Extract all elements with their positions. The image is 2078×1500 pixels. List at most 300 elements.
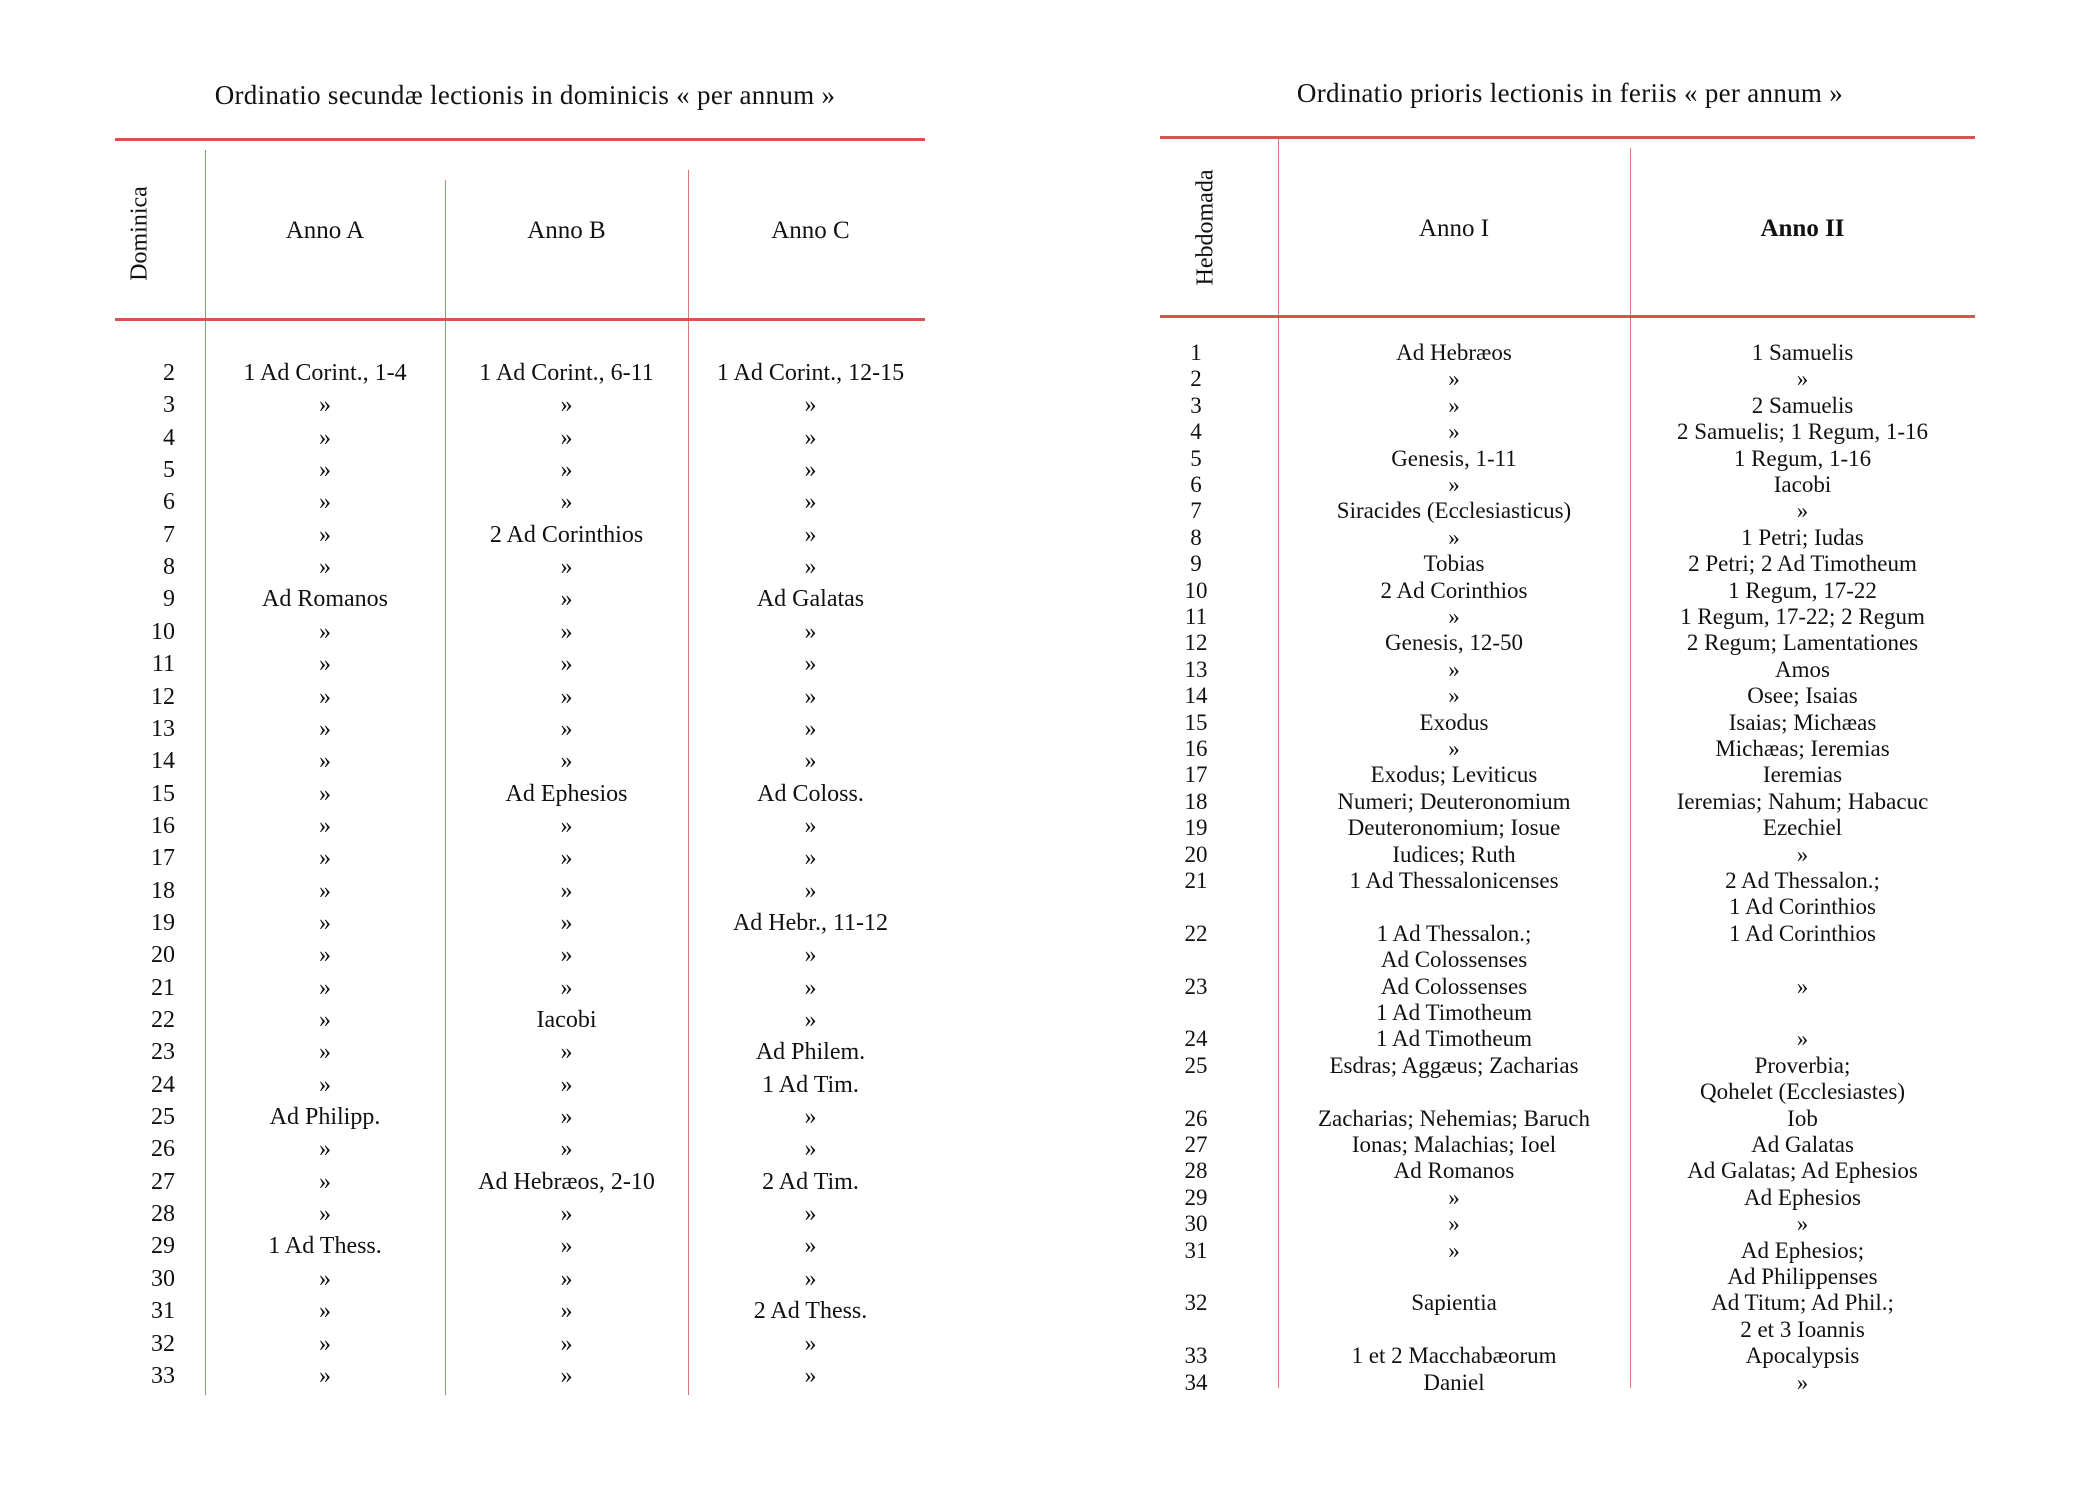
table-row	[115, 357, 935, 389]
anno-b-cell: »	[560, 942, 573, 969]
hebdomada-number: 5	[1190, 445, 1202, 471]
dominica-number: 29	[151, 1233, 175, 1260]
anno-i-cell: Daniel	[1423, 1369, 1485, 1395]
table-row	[1160, 578, 1980, 604]
anno-a-cell: »	[319, 457, 331, 484]
anno-ii-cell: 1 Regum, 1-16	[1733, 445, 1872, 471]
anno-i-cell: »	[1448, 683, 1460, 709]
dominica-number: 18	[151, 877, 175, 904]
table-row	[1160, 868, 1980, 894]
hebdomada-number: 20	[1184, 841, 1208, 867]
table-row	[115, 1166, 935, 1198]
hebdomada-number: 24	[1184, 1026, 1208, 1052]
anno-b-cell: »	[560, 909, 573, 936]
anno-ii-cell: 2 Regum; Lamentationes	[1686, 630, 1919, 656]
anno-a-cell: »	[319, 392, 331, 419]
anno-ii-cell: »	[1796, 498, 1809, 524]
table-row	[115, 1036, 935, 1068]
table-row	[1160, 1000, 1980, 1026]
dominica-number: 21	[151, 974, 175, 1001]
table-row	[1160, 789, 1980, 815]
hebdomada-number: 6	[1190, 472, 1202, 497]
anno-a-cell: »	[319, 748, 331, 775]
anno-i-cell: 1 Ad Thessalonicenses	[1349, 868, 1559, 893]
anno-c-cell: »	[804, 489, 817, 516]
dominica-number: 19	[151, 909, 175, 936]
anno-ii-cell: »	[1796, 1026, 1809, 1052]
table-row	[115, 1198, 935, 1230]
anno-ii-cell: Ezechiel	[1762, 815, 1843, 841]
anno-i-cell: »	[1448, 736, 1460, 761]
dominica-number: 4	[163, 424, 175, 451]
dominica-number: 9	[163, 586, 175, 613]
anno-ii-cell: Osee; Isaias	[1747, 683, 1858, 709]
anno-b-cell: »	[560, 1201, 573, 1228]
anno-a-cell: »	[319, 1362, 331, 1389]
anno-ii-cell: Ad Titum; Ad Phil.;	[1711, 1290, 1894, 1316]
anno-c-cell: »	[804, 618, 817, 645]
table-row	[115, 939, 935, 971]
table-row	[115, 842, 935, 874]
anno-c-cell: »	[804, 1265, 817, 1292]
table-row	[1160, 525, 1980, 551]
hebdomada-number: 27	[1184, 1132, 1208, 1157]
anno-c-cell: »	[804, 683, 817, 710]
anno-i-cell: »	[1448, 392, 1460, 418]
anno-c-cell: Ad Hebr., 11-12	[732, 909, 889, 936]
anno-a-cell: »	[319, 1330, 331, 1357]
anno-b-cell: »	[560, 1039, 573, 1066]
left-header-bottom-rule	[115, 318, 925, 321]
anno-ii-cell: Ad Ephesios	[1744, 1184, 1861, 1210]
table-row	[1160, 921, 1980, 947]
anno-i-cell: »	[1448, 1184, 1460, 1210]
anno-ii-cell: 1 Ad Corinthios	[1729, 894, 1876, 920]
table-row	[1160, 472, 1980, 498]
anno-c-cell: »	[804, 845, 817, 872]
anno-b-cell: »	[560, 1330, 573, 1357]
anno-ii-cell: Iob	[1787, 1105, 1818, 1131]
anno-a-cell: »	[319, 1201, 331, 1228]
anno-b-cell: »	[560, 1104, 573, 1131]
dominica-number: 30	[151, 1265, 175, 1292]
table-row	[1160, 393, 1980, 419]
dominica-number: 20	[151, 942, 175, 969]
anno-i-cell: Deuteronomium; Iosue	[1347, 815, 1561, 841]
hebdomada-number: 9	[1190, 551, 1202, 577]
table-row	[1160, 894, 1980, 920]
anno-i-cell: Exodus	[1419, 709, 1489, 735]
anno-c-cell: Ad Philem.	[755, 1039, 866, 1066]
hebdomada-number: 7	[1190, 498, 1202, 524]
table-row	[115, 551, 935, 583]
table-row	[1160, 604, 1980, 630]
anno-i-cell: 1 Ad Thessalon.;	[1376, 920, 1532, 946]
anno-ii-cell: 2 Petri; 2 Ad Timotheum	[1688, 551, 1917, 577]
anno-ii-cell: Apocalypsis	[1745, 1343, 1860, 1369]
table-row	[115, 681, 935, 713]
anno-b-cell: Ad Hebræos, 2-10	[478, 1168, 655, 1195]
table-row	[1160, 657, 1980, 683]
anno-a-cell: »	[319, 1298, 331, 1325]
anno-i-cell: 2 Ad Corinthios	[1380, 577, 1528, 603]
table-row	[1160, 630, 1980, 656]
anno-ii-cell: Qohelet (Ecclesiastes)	[1700, 1079, 1905, 1105]
hebdomada-number: 2	[1190, 366, 1202, 392]
hebdomada-number: 16	[1184, 736, 1208, 761]
anno-ii-cell: Ad Ephesios;	[1740, 1237, 1865, 1263]
anno-ii-cell: »	[1796, 973, 1809, 999]
hebdomada-number: 33	[1184, 1343, 1208, 1369]
anno-i-cell: Zacharias; Nehemias; Baruch	[1317, 1105, 1591, 1131]
left-header-anno-a: Anno A	[285, 217, 365, 244]
table-row	[115, 422, 935, 454]
table-row	[1160, 736, 1980, 762]
table-row	[115, 616, 935, 648]
anno-ii-cell: »	[1796, 366, 1809, 392]
anno-b-cell: »	[560, 457, 573, 484]
table-row	[1160, 1053, 1980, 1079]
hebdomada-number: 3	[1190, 392, 1202, 418]
anno-c-cell: »	[804, 1136, 817, 1163]
anno-c-cell: »	[804, 554, 817, 581]
anno-ii-cell: »	[1796, 841, 1809, 867]
anno-a-cell: »	[319, 1007, 331, 1033]
hebdomada-number: 22	[1184, 920, 1208, 946]
anno-i-cell: 1 Ad Timotheum	[1376, 1000, 1532, 1025]
table-row	[115, 1360, 935, 1392]
anno-b-cell: »	[560, 877, 573, 904]
anno-i-cell: Ad Colossenses	[1380, 973, 1528, 999]
anno-i-cell: »	[1448, 472, 1460, 497]
table-row	[1160, 1290, 1980, 1316]
anno-i-cell: »	[1448, 366, 1460, 392]
table-row	[1160, 1211, 1980, 1237]
anno-ii-cell: Proverbia;	[1754, 1052, 1851, 1078]
right-table-title: Ordinatio prioris lectionis in feriis « per annum »	[1296, 78, 1844, 108]
anno-c-cell: »	[804, 974, 817, 1001]
anno-ii-cell: 2 et 3 Ioannis	[1740, 1316, 1865, 1342]
table-row	[115, 1101, 935, 1133]
anno-c-cell: 2 Ad Tim.	[762, 1168, 859, 1195]
anno-a-cell: 1 Ad Thess.	[268, 1233, 382, 1260]
anno-b-cell: »	[560, 1362, 573, 1389]
anno-i-cell: Iudices; Ruth	[1392, 841, 1516, 867]
table-row	[1160, 1079, 1980, 1105]
anno-b-cell: »	[560, 845, 573, 872]
anno-i-cell: Esdras; Aggæus; Zacharias	[1329, 1052, 1579, 1078]
anno-i-cell: »	[1448, 1211, 1460, 1237]
table-row	[115, 713, 935, 745]
anno-c-cell: »	[804, 1104, 817, 1131]
table-row	[1160, 842, 1980, 868]
anno-a-cell: »	[319, 1136, 331, 1163]
anno-b-cell: »	[560, 618, 573, 645]
anno-a-cell: »	[319, 974, 331, 1001]
anno-b-cell: »	[560, 489, 573, 516]
anno-i-cell: »	[1448, 419, 1460, 445]
hebdomada-number: 14	[1184, 683, 1208, 709]
table-row	[115, 875, 935, 907]
table-row	[115, 1263, 935, 1295]
right-header-bottom-rule	[1160, 315, 1975, 318]
table-row	[115, 1004, 935, 1036]
dominica-number: 33	[151, 1362, 175, 1389]
dominica-number: 31	[151, 1298, 175, 1325]
anno-i-cell: »	[1448, 656, 1460, 682]
table-row	[1160, 1026, 1980, 1052]
anno-c-cell: »	[804, 1007, 817, 1033]
anno-ii-cell: »	[1796, 1369, 1809, 1395]
anno-ii-cell: Ieremias	[1762, 762, 1843, 788]
left-header-top-rule	[115, 138, 925, 141]
anno-b-cell: »	[560, 424, 573, 451]
hebdomada-number: 4	[1190, 419, 1202, 445]
anno-c-cell: »	[804, 1362, 817, 1389]
hebdomada-number: 29	[1184, 1184, 1208, 1210]
anno-a-cell: »	[319, 909, 331, 936]
anno-c-cell: »	[804, 812, 817, 839]
anno-a-cell: »	[319, 683, 331, 710]
dominica-number: 3	[163, 392, 175, 419]
dominica-number: 15	[151, 780, 175, 807]
anno-a-cell: »	[319, 1039, 331, 1066]
dominica-number: 22	[151, 1007, 175, 1033]
dominica-number: 23	[151, 1039, 175, 1066]
table-row	[1160, 419, 1980, 445]
right-header-hebdomada: Hebdomada	[1192, 169, 1219, 286]
anno-b-cell: »	[560, 1071, 573, 1098]
table-row	[1160, 498, 1980, 524]
dominica-number: 16	[151, 812, 175, 839]
table-row	[115, 519, 935, 551]
anno-a-cell: »	[319, 845, 331, 872]
left-header-anno-b: Anno B	[527, 217, 606, 244]
hebdomada-number: 23	[1184, 973, 1208, 999]
dominica-number: 28	[151, 1201, 175, 1228]
anno-i-cell: »	[1448, 604, 1460, 629]
dominica-number: 11	[151, 651, 175, 678]
table-row	[1160, 1343, 1980, 1369]
hebdomada-number: 32	[1184, 1290, 1208, 1316]
table-row	[115, 1133, 935, 1165]
anno-b-cell: »	[560, 1265, 573, 1292]
table-row	[115, 486, 935, 518]
anno-ii-cell: Isaias; Michæas	[1728, 709, 1877, 735]
table-row	[1160, 762, 1980, 788]
hebdomada-number: 10	[1184, 577, 1208, 603]
anno-ii-cell: Ad Galatas; Ad Ephesios	[1687, 1158, 1918, 1184]
hebdomada-number: 8	[1190, 524, 1202, 550]
dominica-number: 5	[163, 457, 175, 484]
hebdomada-number: 31	[1184, 1237, 1208, 1263]
anno-c-cell: Ad Coloss.	[757, 780, 864, 807]
anno-i-cell: 1 et 2 Macchabæorum	[1351, 1343, 1557, 1369]
dominica-number: 7	[163, 521, 175, 548]
dominica-number: 14	[151, 748, 175, 775]
anno-a-cell: 1 Ad Corint., 1-4	[243, 360, 407, 386]
anno-a-cell: »	[319, 554, 331, 581]
table-row	[1160, 815, 1980, 841]
anno-ii-cell: 2 Samuelis; 1 Regum, 1-16	[1676, 419, 1929, 445]
anno-a-cell: »	[319, 489, 331, 516]
anno-ii-cell: 2 Samuelis	[1751, 392, 1854, 418]
anno-b-cell: »	[560, 1298, 573, 1325]
table-row	[1160, 551, 1980, 577]
dominica-number: 24	[151, 1071, 175, 1098]
anno-i-cell: Ad Hebræos	[1396, 340, 1512, 365]
anno-i-cell: Genesis, 12-50	[1385, 630, 1523, 656]
anno-i-cell: Genesis, 1-11	[1391, 445, 1517, 471]
right-header-anno-ii: Anno II	[1760, 215, 1845, 242]
table-row	[1160, 1317, 1980, 1343]
hebdomada-number: 19	[1184, 815, 1208, 841]
hebdomada-number: 13	[1184, 656, 1208, 682]
table-row	[115, 745, 935, 777]
anno-i-cell: Numeri; Deuteronomium	[1337, 788, 1571, 814]
anno-b-cell: »	[560, 715, 573, 742]
anno-i-cell: Ad Colossenses	[1380, 947, 1528, 973]
table-row	[115, 583, 935, 615]
anno-a-cell: »	[319, 521, 331, 548]
hebdomada-number: 11	[1184, 604, 1208, 629]
anno-a-cell: »	[319, 618, 331, 645]
anno-a-cell: »	[319, 877, 331, 904]
hebdomada-number: 26	[1184, 1105, 1208, 1131]
table-row	[115, 810, 935, 842]
right-header-top-rule	[1160, 136, 1975, 139]
anno-a-cell: Ad Philipp.	[269, 1104, 381, 1131]
anno-ii-cell: 2 Ad Thessalon.;	[1725, 868, 1880, 893]
dominica-number: 17	[151, 845, 175, 872]
anno-ii-cell: 1 Samuelis	[1751, 340, 1854, 365]
table-row	[1160, 1132, 1980, 1158]
table-row	[1160, 366, 1980, 392]
anno-b-cell: 1 Ad Corint., 6-11	[479, 360, 654, 386]
table-row	[115, 1069, 935, 1101]
table-row	[1160, 446, 1980, 472]
anno-a-cell: »	[319, 1071, 331, 1098]
anno-ii-cell: 1 Regum, 17-22	[1728, 577, 1877, 603]
anno-b-cell: »	[560, 554, 573, 581]
anno-a-cell: »	[319, 424, 331, 451]
anno-ii-cell: Ieremias; Nahum; Habacuc	[1676, 788, 1929, 814]
hebdomada-number: 28	[1184, 1158, 1208, 1184]
table-row	[1160, 974, 1980, 1000]
dominica-number: 25	[151, 1104, 175, 1131]
hebdomada-number: 21	[1184, 868, 1208, 893]
anno-c-cell: 2 Ad Thess.	[753, 1298, 868, 1325]
left-header-dominica: Dominica	[126, 186, 153, 281]
anno-ii-cell: 1 Regum, 17-22; 2 Regum	[1680, 604, 1925, 629]
hebdomada-number: 17	[1184, 762, 1208, 788]
anno-ii-cell: Ad Philippenses	[1727, 1264, 1878, 1289]
anno-b-cell: Iacobi	[536, 1007, 597, 1033]
anno-b-cell: »	[560, 1136, 573, 1163]
table-row	[115, 389, 935, 421]
anno-a-cell: Ad Romanos	[262, 586, 388, 613]
anno-ii-cell: »	[1796, 1211, 1809, 1237]
anno-c-cell: »	[804, 1201, 817, 1228]
anno-b-cell: »	[560, 392, 573, 419]
anno-ii-cell: Michæas; Ieremias	[1715, 736, 1890, 761]
left-header-anno-c: Anno C	[771, 217, 850, 244]
anno-c-cell: »	[804, 877, 817, 904]
anno-c-cell: 1 Ad Corint., 12-15	[716, 360, 905, 386]
hebdomada-number: 15	[1184, 709, 1208, 735]
anno-a-cell: »	[319, 942, 331, 969]
dominica-number: 10	[151, 618, 175, 645]
hebdomada-number: 12	[1184, 630, 1208, 656]
hebdomada-number: 18	[1184, 788, 1208, 814]
anno-i-cell: Sapientia	[1411, 1290, 1497, 1316]
table-row	[1160, 683, 1980, 709]
dominica-number: 12	[151, 683, 175, 710]
anno-a-cell: »	[319, 812, 331, 839]
anno-c-cell: »	[804, 424, 817, 451]
anno-b-cell: »	[560, 586, 573, 613]
anno-ii-cell: Amos	[1775, 656, 1830, 682]
anno-c-cell: »	[804, 392, 817, 419]
anno-c-cell: »	[804, 1330, 817, 1357]
dominica-number: 2	[163, 360, 175, 386]
anno-c-cell: »	[804, 521, 817, 548]
anno-i-cell: »	[1448, 524, 1460, 550]
anno-ii-cell: 1 Ad Corinthios	[1729, 920, 1876, 946]
anno-ii-cell: Iacobi	[1773, 472, 1832, 497]
left-table-title: Ordinatio secundæ lectionis in dominicis « per annum »	[214, 80, 836, 110]
anno-i-cell: Tobias	[1423, 551, 1485, 577]
anno-a-cell: »	[319, 780, 331, 807]
anno-b-cell: Ad Ephesios	[505, 780, 628, 807]
dominica-number: 6	[163, 489, 175, 516]
anno-i-cell: Exodus; Leviticus	[1370, 762, 1538, 788]
table-row	[115, 972, 935, 1004]
table-row	[1160, 340, 1980, 366]
anno-c-cell: »	[804, 715, 817, 742]
hebdomada-number: 34	[1184, 1369, 1208, 1395]
dominica-number: 13	[151, 715, 175, 742]
anno-c-cell: »	[804, 748, 817, 775]
hebdomada-number: 1	[1190, 340, 1202, 365]
anno-b-cell: »	[560, 748, 573, 775]
anno-a-cell: »	[319, 1265, 331, 1292]
dominica-number: 27	[151, 1168, 175, 1195]
anno-c-cell: »	[804, 1233, 817, 1260]
table-row	[1160, 1185, 1980, 1211]
anno-c-cell: »	[804, 651, 817, 678]
table-row	[1160, 1370, 1980, 1396]
anno-i-cell: 1 Ad Timotheum	[1376, 1026, 1532, 1052]
anno-ii-cell: 1 Petri; Iudas	[1741, 524, 1864, 550]
table-row	[115, 1230, 935, 1262]
table-row	[1160, 1106, 1980, 1132]
anno-b-cell: »	[560, 651, 573, 678]
anno-b-cell: 2 Ad Corinthios	[489, 521, 644, 548]
table-row	[115, 648, 935, 680]
dominica-number: 8	[163, 554, 175, 581]
dominica-number: 32	[151, 1330, 175, 1357]
anno-ii-cell: Ad Galatas	[1751, 1132, 1854, 1157]
anno-a-cell: »	[319, 1168, 331, 1195]
table-row	[115, 1295, 935, 1327]
anno-a-cell: »	[319, 715, 331, 742]
anno-b-cell: »	[560, 683, 573, 710]
hebdomada-number: 25	[1184, 1052, 1208, 1078]
anno-a-cell: »	[319, 651, 331, 678]
anno-b-cell: »	[560, 974, 573, 1001]
hebdomada-number: 30	[1184, 1211, 1208, 1237]
